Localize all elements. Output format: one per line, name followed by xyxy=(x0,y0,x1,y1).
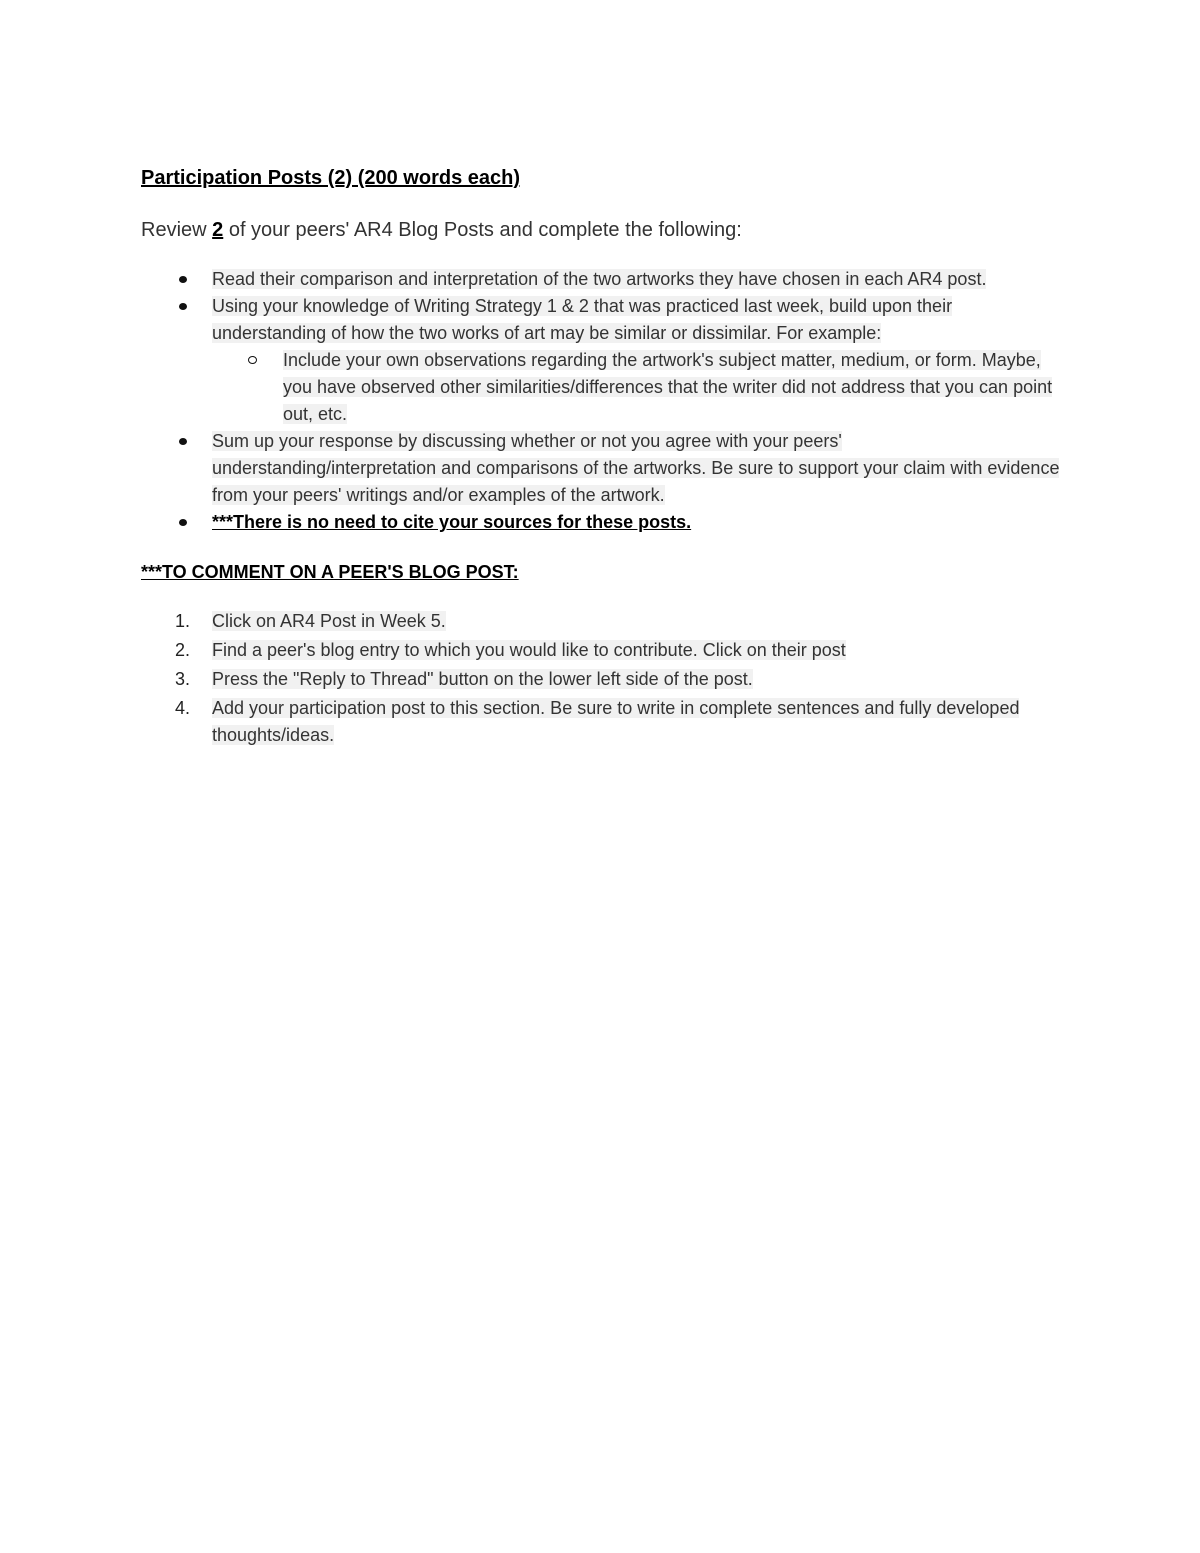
bullet-text: Read their comparison and interpretation of the two artworks they have chosen in each AR4 post. xyxy=(212,269,987,289)
step-text: Find a peer's blog entry to which you would like to contribute. Click on their post xyxy=(212,640,846,660)
list-item xyxy=(141,293,1061,428)
intro-text-after: of your peers' AR4 Blog Posts and complete the following: xyxy=(223,219,742,241)
step-number: 1. xyxy=(175,611,191,631)
list-item xyxy=(141,266,1061,293)
step-item xyxy=(141,608,1061,635)
document-title: Participation Posts (2) (200 words each) xyxy=(141,167,520,189)
bullet-text-note: ***There is no need to cite your sources for these posts. xyxy=(212,512,692,532)
steps-list xyxy=(141,608,1061,749)
bullet-icon xyxy=(179,438,187,445)
comment-heading: ***TO COMMENT ON A PEER'S BLOG POST: xyxy=(141,562,519,582)
step-item xyxy=(141,666,1061,693)
step-number: 3. xyxy=(175,669,191,689)
intro-number: 2 xyxy=(212,219,224,241)
step-text: Add your participation post to this section. Be sure to write in complete sentences and fully developed thoughts/ideas. xyxy=(212,698,1020,745)
sub-list xyxy=(212,347,1061,428)
step-item xyxy=(141,637,1061,664)
bullet-text: Sum up your response by discussing whether or not you agree with your peers' understanding/interpretation and comparisons of the artworks. Be sure to support your claim with evidence from your peers' writings and/or examples of the artwork. xyxy=(212,431,1060,505)
document-page xyxy=(141,164,1061,751)
step-item xyxy=(141,695,1061,749)
intro-paragraph xyxy=(141,216,1061,244)
bullet-icon xyxy=(179,276,187,283)
instruction-list xyxy=(141,266,1061,536)
bullet-icon xyxy=(179,303,187,310)
intro-text-before: Review xyxy=(141,219,213,241)
sub-list-item xyxy=(212,347,1061,428)
bullet-text: Using your knowledge of Writing Strategy 1 & 2 that was practiced last week, build upon their understanding of how the two works of art may be similar or dissimilar. For example: xyxy=(212,296,953,343)
list-item xyxy=(141,509,1061,536)
list-item xyxy=(141,428,1061,509)
hollow-bullet-icon xyxy=(248,356,257,364)
step-text: Click on AR4 Post in Week 5. xyxy=(212,611,446,631)
sub-bullet-text: Include your own observations regarding the artwork's subject matter, medium, or form. Maybe, you have observed other similarities/differences that the writer did not address that you can point out, etc. xyxy=(283,350,1053,424)
step-number: 4. xyxy=(175,698,191,718)
step-number: 2. xyxy=(175,640,191,660)
step-text: Press the "Reply to Thread" button on the lower left side of the post. xyxy=(212,669,753,689)
bullet-icon xyxy=(179,519,187,526)
